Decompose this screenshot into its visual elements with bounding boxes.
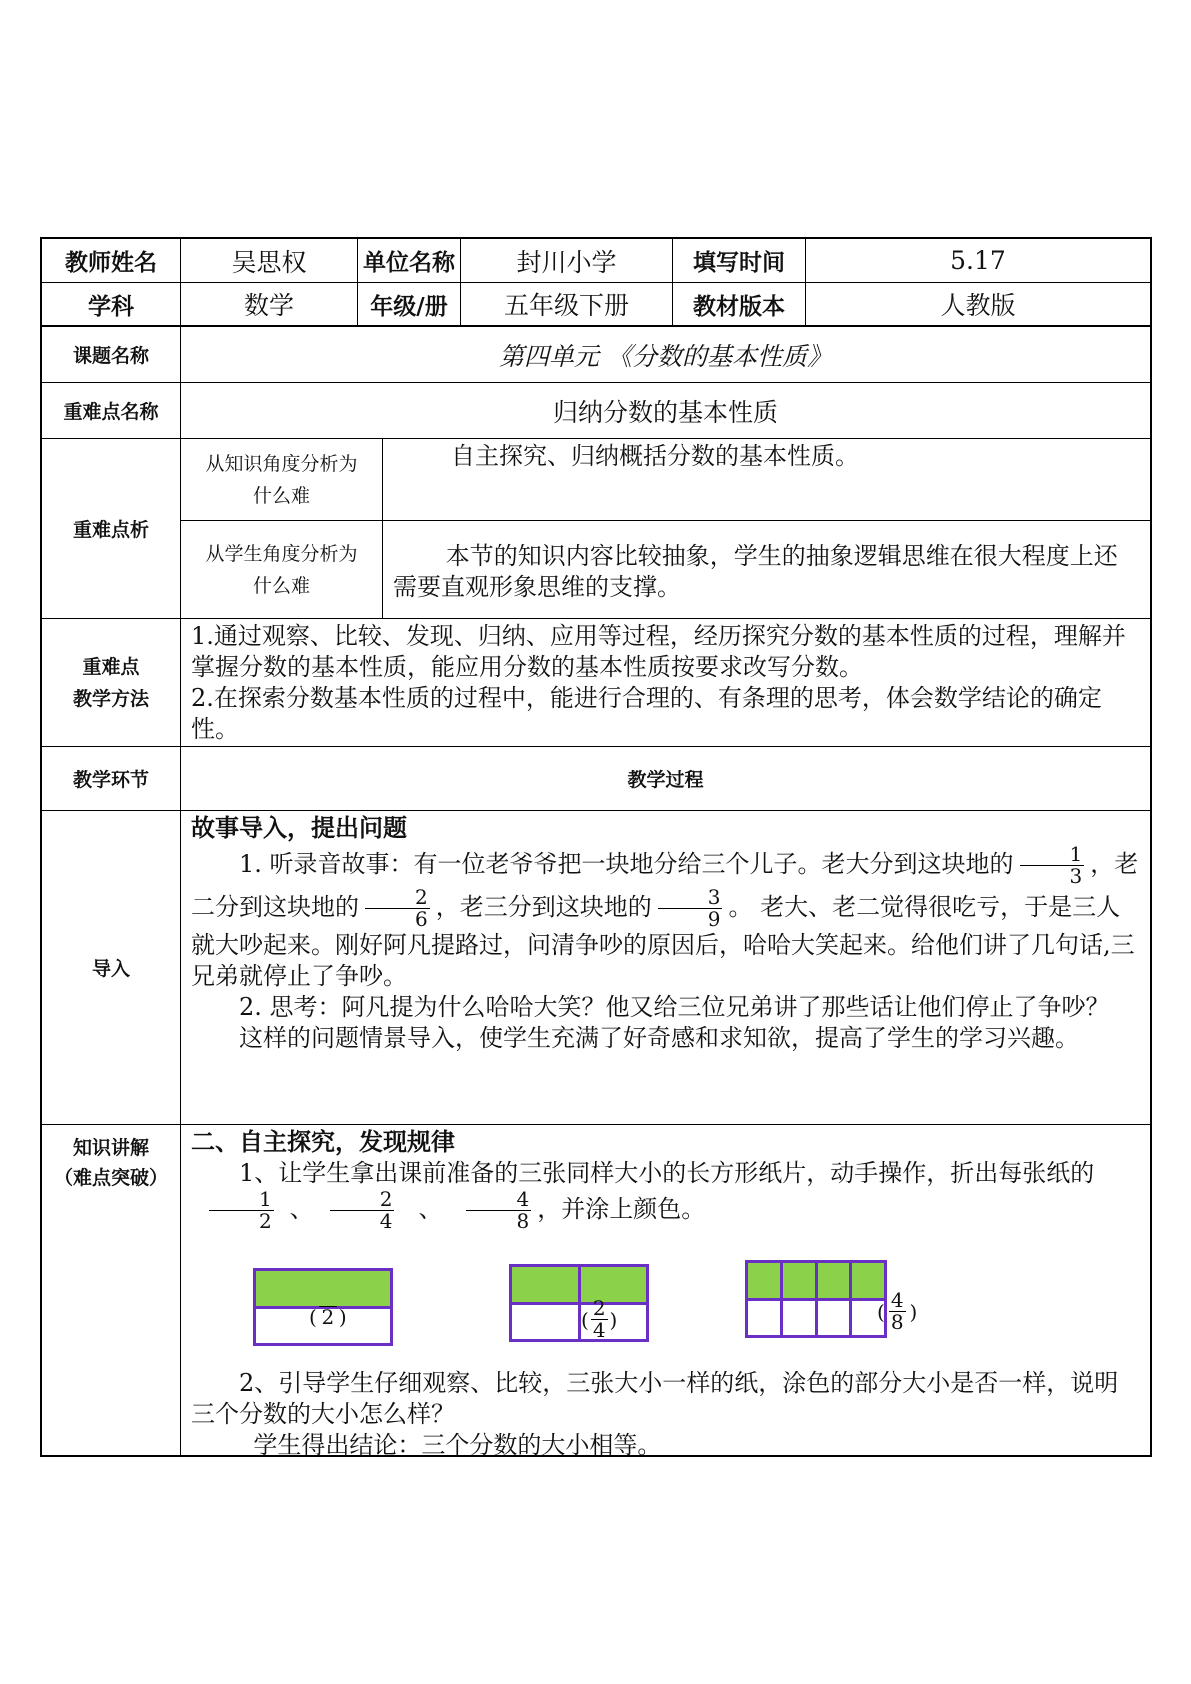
paper-quarters-label [581, 1298, 617, 1341]
analysis-content [181, 439, 1150, 619]
label-close-paren: ) [338, 1305, 347, 1329]
method-row [40, 619, 1152, 747]
explore-label-line-2: （难点突破） [53, 1167, 168, 1189]
explore-paragraph-3: 学生得出结论：三个分数的大小相等。 [253, 1431, 662, 1459]
header-row-1 [40, 237, 1152, 283]
intro-paragraph-3: 这样的问题情景导入，使学生充满了好奇感和求知欲，提高了学生的学习兴趣。 [239, 1024, 1079, 1052]
time-value: 5.17 [806, 239, 1150, 283]
key-point-row [40, 383, 1152, 439]
paper-top-band [512, 1267, 646, 1305]
knowledge-text: 自主探究、归纳概括分数的基本性质。 [451, 442, 859, 470]
paper-bottom-band [512, 1305, 646, 1340]
blank-segment [748, 1301, 783, 1336]
shaded-segment [783, 1263, 818, 1298]
intro-p1-a: 1. 听录音故事：有一位老爷爷把一块地分给三个儿子。老大分到这块地的 [239, 850, 1014, 878]
topic-value: 第四单元 《分数的基本性质》 [181, 327, 1150, 383]
analysis-label: 重难点析 [42, 439, 181, 619]
blank-segment [512, 1305, 581, 1340]
paper-eighths [745, 1260, 887, 1338]
fraction-denominator: 2 [259, 1209, 272, 1233]
time-label: 填写时间 [673, 239, 806, 283]
subject-value: 数学 [181, 283, 358, 327]
shaded-segment [581, 1267, 647, 1302]
fraction-one-third [1020, 844, 1085, 887]
fraction-denominator: 8 [890, 1310, 904, 1334]
separator-1: 、 [289, 1195, 314, 1223]
shaded-segment [818, 1263, 853, 1298]
explore-p1-b: ，并涂上颜色。 [537, 1195, 706, 1223]
fraction-denominator: 4 [379, 1209, 393, 1233]
intro-p1-d: 。 老大、老二觉得很吃亏，于是三人就大吵起来。刚好阿凡提路过，问清争吵的原因后，哈哈大笑起来。给他们讲了几句话,三兄弟就停止了争吵。 [191, 893, 1135, 990]
explore-paragraph-1 [191, 1158, 1140, 1232]
method-content [181, 619, 1150, 747]
blank-segment [783, 1301, 818, 1336]
fraction-two-quarters [330, 1189, 395, 1232]
process-header-row [40, 747, 1152, 811]
method-line-1: 1.通过观察、比较、发现、归纳、应用等过程，经历探究分数的基本性质的过程，理解并掌握分数的基本性质，能应用分数的基本性质按要求改写分数。 [191, 622, 1126, 681]
fraction-three-ninths [658, 887, 723, 930]
label-fraction [889, 1290, 906, 1333]
topic-row [40, 327, 1152, 383]
intro-row [40, 811, 1152, 1125]
explore-title: 二、自主探究，发现规律 [191, 1128, 455, 1156]
key-point-value: 归纳分数的基本性质 [181, 383, 1150, 439]
student-label-line-1: 从学生角度分析为 [205, 542, 358, 565]
key-point-label: 重难点名称 [42, 383, 181, 439]
process-header-label: 教学环节 [42, 747, 181, 811]
separator-2: 、 [418, 1195, 443, 1223]
intro-title: 故事导入，提出问题 [191, 814, 407, 842]
fraction-denominator: 9 [707, 907, 721, 931]
intro-content [181, 811, 1150, 1125]
fraction-denominator: 8 [516, 1209, 530, 1233]
fraction-one-half [209, 1189, 274, 1232]
fraction-numerator: 2 [365, 887, 430, 909]
process-header-value: 教学过程 [181, 747, 1150, 811]
fraction-denominator: 3 [1069, 864, 1083, 888]
knowledge-label [181, 439, 383, 520]
fraction-numerator: 1 [1020, 844, 1085, 866]
paper-top-band [748, 1263, 884, 1301]
intro-p1-b: ，老二分到这块地的 [191, 850, 1139, 921]
student-text: 本节的知识内容比较抽象，学生的抽象逻辑思维在很大程度上还需要直观形象思维的支撑。 [393, 542, 1118, 601]
label-fraction [591, 1298, 608, 1341]
paper-top-band [256, 1271, 390, 1309]
method-label-line-2: 教学方法 [72, 687, 149, 710]
shaded-segment [512, 1267, 581, 1302]
grade-value: 五年级下册 [461, 283, 673, 327]
intro-p1-c: ，老三分到这块地的 [435, 893, 652, 921]
blank-segment [818, 1301, 853, 1336]
explore-p1-a: 1、让学生拿出课前准备的三张同样大小的长方形纸片，动手操作，折出每张纸的 [239, 1159, 1095, 1187]
unit-label: 单位名称 [358, 239, 461, 283]
fraction-two-sixths [365, 887, 430, 930]
edition-label: 教材版本 [673, 283, 806, 327]
edition-value: 人教版 [806, 283, 1150, 327]
method-label-line-1: 重难点 [82, 655, 140, 678]
fraction-denominator: 6 [415, 907, 428, 931]
shaded-segment [748, 1263, 783, 1298]
method-line-2: 2.在探索分数基本性质的过程中，能进行合理的、有条理的思考，体会数学结论的确定性。 [191, 684, 1102, 743]
label-open-paren: ( [581, 1307, 589, 1332]
explore-label [42, 1125, 181, 1455]
explore-content [181, 1125, 1150, 1459]
knowledge-label-line-2: 什么难 [252, 484, 310, 507]
method-label [42, 619, 181, 747]
student-label [181, 521, 383, 618]
intro-paragraph-1 [191, 844, 1140, 992]
shaded-segment [256, 1271, 390, 1306]
explore-row [40, 1125, 1152, 1457]
unit-value: 封川小学 [461, 239, 673, 283]
knowledge-label-line-1: 从知识角度分析为 [205, 452, 358, 475]
explore-label-line-1: 知识讲解 [72, 1137, 149, 1159]
fraction-denominator: 4 [592, 1318, 606, 1342]
label-fraction [319, 1306, 337, 1328]
fraction-denominator: 2 [321, 1305, 335, 1329]
lesson-plan-table [40, 237, 1152, 1457]
fraction-numerator: 4 [466, 1189, 531, 1211]
label-open-paren: ( [309, 1305, 317, 1329]
paper-bottom-band [748, 1301, 884, 1336]
student-row [181, 521, 1150, 618]
analysis-row [40, 439, 1152, 619]
paper-figures [191, 1268, 1140, 1368]
teacher-value: 吴思权 [181, 239, 358, 283]
label-close-paren: ) [909, 1299, 918, 1324]
paper-eighths-label [877, 1290, 917, 1333]
fraction-numerator: 2 [592, 1296, 606, 1320]
label-open-paren: ( [877, 1299, 885, 1324]
fraction-numerator: 2 [330, 1189, 395, 1211]
intro-paragraph-2: 2. 思考：阿凡提为什么哈哈大笑？他又给三位兄弟讲了那些话让他们停止了争吵？ [239, 993, 1110, 1021]
fraction-four-eighths [466, 1189, 531, 1232]
knowledge-row [181, 439, 1150, 521]
fraction-numerator: 3 [658, 887, 723, 909]
subject-label: 学科 [42, 283, 181, 327]
label-close-paren: ) [609, 1307, 618, 1332]
explore-paragraph-2: 2、引导学生仔细观察、比较，三张大小一样的纸，涂色的部分大小是否一样，说明三个分数的大小怎么样？ [191, 1369, 1119, 1428]
intro-label: 导入 [42, 811, 181, 1125]
paper-quarters [509, 1264, 649, 1342]
paper-halves-label [309, 1306, 347, 1328]
teacher-label: 教师姓名 [42, 239, 181, 283]
fraction-numerator: 4 [890, 1288, 904, 1312]
header-row-2 [40, 283, 1152, 327]
student-label-line-2: 什么难 [252, 574, 310, 597]
topic-label: 课题名称 [42, 327, 181, 383]
fraction-numerator: 1 [209, 1189, 274, 1211]
grade-label: 年级/册 [358, 283, 461, 327]
